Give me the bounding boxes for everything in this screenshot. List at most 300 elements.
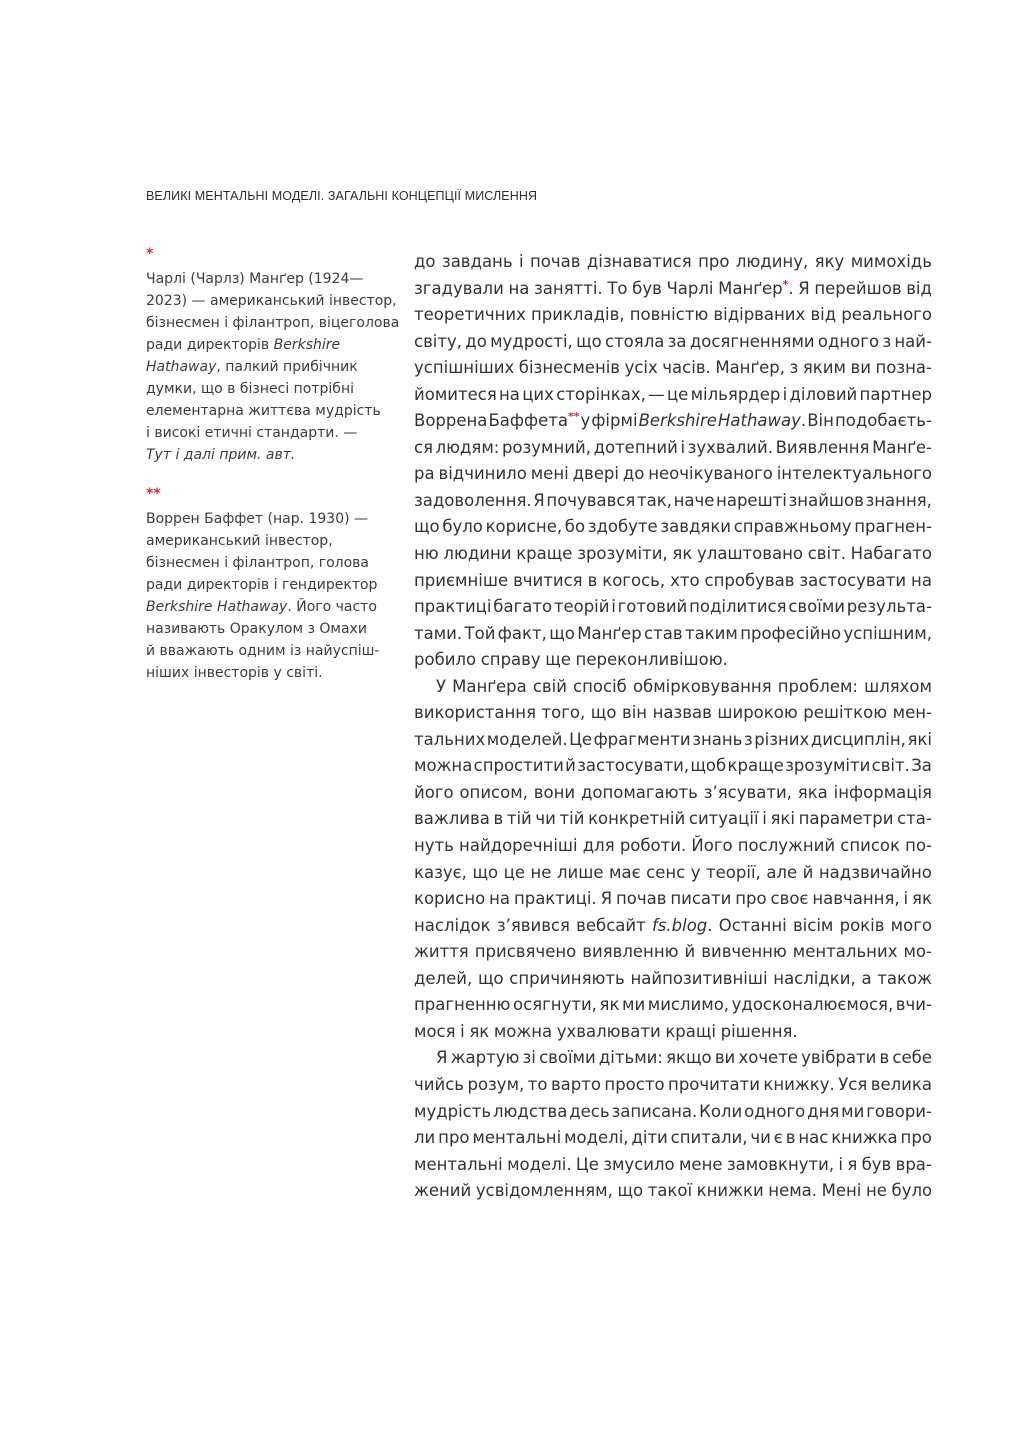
word: [754, 727, 809, 754]
word-text: ста-: [897, 809, 932, 829]
word: [732, 992, 894, 1019]
text-line: [414, 700, 932, 727]
word: [625, 355, 658, 382]
word-text: результа-: [846, 597, 932, 617]
word: [901, 1125, 932, 1152]
word: [414, 355, 514, 382]
word: [414, 966, 472, 993]
word-text: в: [587, 570, 598, 590]
word: [768, 1178, 817, 1205]
word-text: факт,: [497, 623, 547, 643]
word-text: фрагменти: [593, 729, 691, 749]
word: [862, 1152, 892, 1179]
word: [442, 249, 513, 276]
footnote-text: думки, що в бізнесі потрібні: [146, 381, 354, 397]
word-text: не: [865, 1181, 887, 1201]
word-text: усіх: [624, 358, 658, 378]
word-text: що: [414, 517, 440, 537]
word-text: моделей.: [486, 729, 568, 749]
word-text: знань: [692, 729, 743, 749]
word-text: був: [861, 1154, 892, 1174]
word-text: також: [877, 968, 932, 988]
word: [652, 913, 713, 940]
word: [843, 621, 932, 648]
word: [847, 1152, 857, 1179]
footnote-line: [146, 530, 398, 552]
word: [715, 355, 785, 382]
footnote-line: [146, 640, 398, 662]
word-text: завдань: [441, 252, 513, 271]
word-text: ментальні: [414, 1154, 503, 1174]
word: [630, 302, 709, 329]
word: [489, 886, 510, 913]
word: [591, 408, 637, 435]
word: [783, 382, 788, 409]
word-text: кращі: [665, 1021, 716, 1041]
footnote-line: [146, 508, 398, 530]
word-text: на: [508, 278, 530, 298]
word-text: про: [900, 1128, 932, 1148]
word: [493, 594, 552, 621]
word: [911, 568, 932, 595]
text-line: [414, 992, 932, 1019]
word-text: що: [576, 331, 602, 351]
word: [414, 461, 435, 488]
word-text: використання: [414, 703, 537, 723]
word: [591, 700, 617, 727]
footnote-line: [146, 574, 398, 596]
footnote-line: [146, 312, 398, 334]
word: [577, 621, 641, 648]
text-line: [414, 886, 932, 913]
word: [773, 966, 855, 993]
word-text: ухвалювати: [556, 1021, 661, 1041]
word-text: у: [690, 862, 701, 882]
word-text: дотепний: [593, 437, 678, 457]
word: [523, 1045, 536, 1072]
word: [835, 408, 932, 435]
word: [667, 382, 688, 409]
word-text: проблем:: [777, 676, 858, 696]
word-text: моделі.: [507, 1154, 572, 1174]
text-line: [414, 860, 932, 887]
word: [617, 1178, 643, 1205]
word-text: свій: [532, 676, 567, 696]
word: [414, 913, 491, 940]
word: [581, 408, 591, 435]
word: [557, 1019, 661, 1046]
word-text: вебсайт: [576, 915, 646, 935]
word-text: записана.: [611, 1101, 698, 1121]
italic-text: fs.blog: [651, 915, 708, 935]
word: [487, 727, 568, 754]
text-line: [414, 647, 932, 674]
word: [774, 1125, 783, 1152]
word: [546, 488, 635, 515]
word-text: одного: [744, 1101, 806, 1121]
word: [771, 886, 809, 913]
word: [789, 488, 864, 515]
word: [582, 939, 678, 966]
word-text: на: [911, 570, 932, 590]
word-text: це: [503, 862, 525, 882]
footnote-line: [146, 422, 398, 444]
word-text: знання,: [865, 490, 932, 510]
word-text: ли: [414, 1128, 436, 1148]
word: [497, 913, 570, 940]
word: [818, 329, 879, 356]
word: [896, 992, 932, 1019]
word: [576, 647, 728, 674]
word: [831, 1125, 897, 1152]
word: [847, 594, 932, 621]
word: [594, 727, 691, 754]
word-text: моделі,: [564, 1128, 629, 1148]
word: [698, 249, 729, 276]
word: [803, 700, 887, 727]
text-line: [414, 1178, 932, 1205]
text-line: [414, 382, 932, 409]
word: [770, 806, 794, 833]
text-line: [414, 461, 932, 488]
word: [502, 435, 591, 462]
word-text: нуть: [414, 836, 454, 856]
word: [838, 1072, 867, 1099]
word: [721, 1019, 798, 1046]
word: [507, 1152, 571, 1179]
text-line: [414, 541, 932, 568]
word: [414, 886, 485, 913]
word: [697, 541, 803, 568]
word: [872, 753, 910, 780]
word: [414, 1152, 503, 1179]
word: [690, 329, 815, 356]
word: [660, 514, 731, 541]
word-text: мого: [890, 915, 932, 935]
word: [639, 408, 717, 435]
word-text: до: [622, 464, 645, 484]
footnote-text: . Його часто: [287, 599, 377, 615]
word-text: прикладів,: [530, 305, 625, 325]
word: [531, 461, 569, 488]
word-text: повністю: [629, 305, 709, 325]
word: [807, 1099, 839, 1126]
word-text: ню: [414, 544, 439, 564]
word: [728, 753, 784, 780]
word-text: такої: [647, 1181, 693, 1201]
word: [803, 860, 814, 887]
word-text: усвідомленням,: [475, 1181, 613, 1201]
word-text: він: [621, 703, 648, 723]
word: [653, 700, 712, 727]
word-text: мене: [678, 1154, 723, 1174]
word-text: інформація: [833, 782, 932, 802]
word-text: конкретній: [588, 809, 686, 829]
word-text: що: [617, 1181, 644, 1201]
word: [465, 621, 496, 648]
paragraph: [414, 674, 932, 1046]
word-text: а: [861, 968, 872, 988]
word-text: бізнесменів: [518, 358, 621, 378]
word-text: жений: [414, 1181, 472, 1201]
word-text: людям:: [435, 437, 500, 457]
text-line: [414, 249, 932, 276]
footnote-text: називають Оракулом з Омахи: [146, 621, 367, 637]
word-text: зухвалий.: [687, 437, 773, 457]
word-text: яким: [802, 358, 846, 378]
italic-text: Hathaway: [146, 359, 217, 375]
word: [490, 329, 573, 356]
word-text: й: [802, 862, 814, 882]
word: [588, 806, 685, 833]
word: [680, 435, 685, 462]
word-text: завдяки: [660, 517, 732, 537]
word-text: наслідки,: [773, 968, 856, 988]
word: [736, 249, 808, 276]
word-text: осягнути,: [513, 995, 597, 1015]
word: [534, 780, 575, 807]
word-text: зрозуміти,: [577, 544, 668, 564]
word: [414, 939, 469, 966]
footnote-text: 2023) — американський інвестор,: [146, 293, 397, 309]
word: [705, 568, 795, 595]
word-text: теорій: [553, 597, 610, 617]
word: [472, 1125, 561, 1152]
word: [414, 700, 536, 727]
word-text: мудрість: [414, 1101, 492, 1121]
word: [486, 514, 563, 541]
word-text: Набагато: [850, 544, 932, 564]
word: [716, 488, 787, 515]
word-text: ви: [850, 358, 871, 378]
word: [644, 621, 683, 648]
text-line: [414, 302, 932, 329]
word-text: Я: [533, 490, 545, 510]
word: [414, 833, 454, 860]
word-text: велика: [870, 1074, 932, 1094]
word: [704, 780, 792, 807]
word-text: мислимо,: [647, 995, 730, 1015]
word-text: практиці: [414, 597, 492, 617]
word: [789, 382, 857, 409]
word-text: й: [684, 942, 696, 962]
word: [893, 700, 932, 727]
word-text: двері: [572, 464, 619, 484]
word: [414, 408, 487, 435]
word-text: про: [698, 252, 730, 271]
word: [609, 860, 641, 887]
word: [762, 806, 767, 833]
word: [620, 833, 686, 860]
word-text: не: [530, 862, 552, 882]
word-text: фірмі: [591, 411, 638, 431]
word: [533, 674, 567, 701]
word-text: з’ясувати,: [703, 782, 792, 802]
word: [549, 621, 575, 648]
footnote-line: [146, 618, 398, 640]
word-text: спробував: [704, 570, 795, 590]
word-text: чи: [750, 1128, 771, 1148]
word: [414, 302, 526, 329]
word-text: за: [667, 331, 687, 351]
word-text: було: [891, 1181, 933, 1201]
word: [451, 1045, 520, 1072]
word: [689, 806, 759, 833]
footnote-text: ради директорів і гендиректор: [146, 577, 378, 593]
word-text: перейшов: [814, 278, 902, 298]
word-text: тами.: [414, 623, 463, 643]
text-line: [414, 568, 932, 595]
word: [854, 514, 932, 541]
word-text: але: [766, 862, 798, 882]
word: [414, 806, 490, 833]
footnote: [146, 486, 398, 684]
word: [452, 674, 527, 701]
word-text: на: [499, 384, 520, 404]
word: [815, 249, 845, 276]
text-line: [414, 594, 932, 621]
footnote-line: [146, 334, 398, 356]
word-text: які: [770, 809, 795, 829]
word-text: мимохідь: [850, 252, 932, 271]
word: [811, 727, 906, 754]
word: [513, 568, 583, 595]
word-text: мен-: [892, 703, 932, 723]
word-text: практиці.: [513, 889, 597, 909]
word: [648, 461, 773, 488]
word: [531, 302, 625, 329]
word-text: діти: [631, 1128, 668, 1148]
word: [877, 966, 932, 993]
word: [476, 1178, 613, 1205]
text-line: [414, 488, 932, 515]
word-text: .: [788, 278, 794, 298]
word: [573, 461, 619, 488]
word: [630, 966, 767, 993]
word-text: ситуації: [688, 809, 759, 829]
word-text: бо: [564, 517, 586, 537]
word-text: застосувати,: [577, 756, 690, 776]
word: [493, 806, 503, 833]
word-text: своїми: [539, 1048, 596, 1068]
word: [414, 1072, 464, 1099]
word-text: як: [469, 1021, 490, 1041]
word: [443, 541, 511, 568]
word: [599, 1045, 663, 1072]
word: [691, 833, 732, 860]
word-text: Баффета: [488, 411, 568, 431]
word: [534, 276, 603, 303]
footnote-text: бізнесмен і філантроп, віцеголова: [146, 315, 400, 331]
word: [715, 1045, 735, 1072]
word-text: людину,: [735, 252, 809, 271]
footnote-reference: **: [567, 410, 580, 424]
word: [912, 886, 932, 913]
word: [554, 594, 610, 621]
word: [603, 1152, 674, 1179]
word-text: одного: [817, 331, 880, 351]
word: [685, 939, 696, 966]
word: [701, 939, 787, 966]
text-line: [414, 727, 932, 754]
word-text: поділитися: [689, 597, 787, 617]
word: [894, 329, 932, 356]
footnote: [146, 246, 398, 466]
word-text: присвячено: [474, 942, 577, 962]
word: [866, 1099, 932, 1126]
word: [583, 833, 615, 860]
word-text: як: [599, 995, 620, 1015]
footnote-line: [146, 290, 398, 312]
footnote-marker: *: [146, 246, 154, 262]
word-text: Манґе-: [872, 437, 932, 457]
word-text: Манґер: [577, 623, 642, 643]
word: [801, 1045, 876, 1072]
word-text: улаштовано: [697, 544, 803, 564]
text-line: [414, 806, 932, 833]
word-text: ви: [714, 1048, 736, 1068]
italic-text: Berkshire Hathaway: [146, 599, 288, 615]
word: [840, 913, 885, 940]
word-text: задоволення.: [414, 490, 532, 510]
word-text: —: [648, 384, 665, 404]
word-text: замовкнути,: [726, 1154, 835, 1174]
word: [414, 594, 492, 621]
word-text: просто: [604, 1074, 665, 1094]
word-text: Його: [691, 836, 733, 856]
word-text: по-: [905, 836, 932, 856]
word-text: що: [590, 703, 617, 723]
word-text: розумний,: [501, 437, 591, 457]
word: [871, 1072, 932, 1099]
word-text: мудрості,: [490, 331, 573, 351]
word-text: про: [735, 889, 767, 909]
word: [569, 727, 592, 754]
word: [907, 727, 931, 754]
word: [605, 329, 664, 356]
word: [671, 1125, 748, 1152]
word: [840, 833, 900, 860]
word-text: Коли: [699, 1101, 743, 1121]
word-text: з: [882, 331, 892, 351]
footnote-text: ніших інвесторів у світі.: [146, 665, 323, 681]
word-text: список: [840, 836, 900, 856]
word: [499, 382, 520, 409]
word-text: цих: [522, 384, 554, 404]
word-text: має: [609, 862, 641, 882]
word: [851, 249, 932, 276]
word: [735, 886, 766, 913]
word-text: мені: [530, 464, 569, 484]
word: [604, 1072, 664, 1099]
word-text: почав: [529, 252, 581, 271]
word: [648, 992, 729, 1019]
word-text: успішним,: [843, 623, 932, 643]
word-text: це: [666, 384, 689, 404]
word: [414, 1125, 435, 1152]
word: [438, 1125, 469, 1152]
word-text: себе: [892, 1048, 932, 1068]
word-text: Воррена: [414, 411, 488, 431]
word: [897, 806, 932, 833]
word-text: професійно: [740, 623, 842, 643]
word-text: наслідок: [414, 915, 491, 935]
word-text: роботи.: [619, 836, 687, 856]
word: [459, 833, 578, 860]
word-text: в: [785, 1128, 796, 1148]
footnote-line: [146, 552, 398, 574]
word-text: чи: [535, 809, 556, 829]
